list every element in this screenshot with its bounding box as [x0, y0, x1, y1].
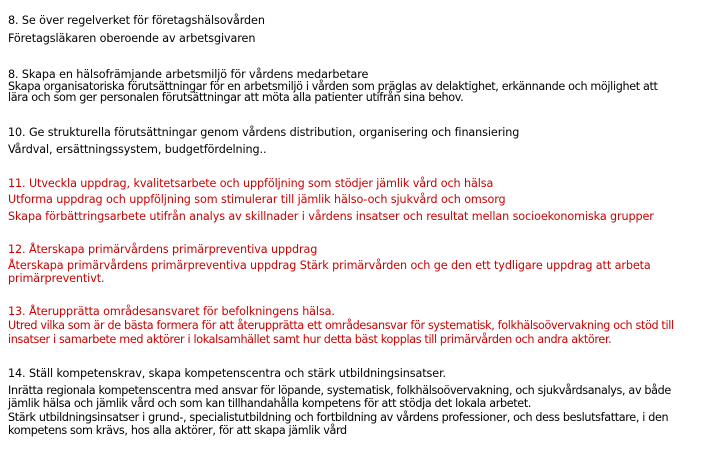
section-heading: 11. Utveckla uppdrag, kvalitetsarbete och uppföljning som stödjer jämlik vård och hälsa: [8, 177, 494, 190]
section-body-line: primärpreventivt.: [8, 272, 105, 285]
section-body-line: insatser i samarbete med aktörer i lokalsamhället samt hur detta bäst kopplas till primärvården och andra aktörer.: [8, 333, 612, 346]
section-heading: 8. Se över regelverket för företagshälsovården: [8, 14, 265, 27]
section-heading: 10. Ge strukturella förutsättningar genom vårdens distribution, organisering och finansiering: [8, 126, 520, 139]
section-body-line: Företagsläkaren oberoende av arbetsgivaren: [8, 32, 256, 45]
section-body-line: Inrätta regionala kompetenscentra med ansvar för löpande, systematisk, folkhälsoövervakning, och sjukvårdsanalys, av både: [8, 384, 671, 397]
section-body-line: Skapa organisatoriska förutsättningar för en arbetsmiljö i vården som präglas av delaktighet, erkännande och möjlighet att: [8, 80, 658, 93]
section-body-line: Skapa förbättringsarbete utifrån analys av skillnader i vårdens insatser och resultat mellan socioekonomiska grupper: [8, 210, 654, 223]
section-heading: 14. Ställ kompetenskrav, skapa kompetenscentra och stärk utbildningsinsatser.: [8, 367, 446, 380]
section-body-line: Återskapa primärvårdens primärpreventiva uppdrag Stärk primärvården och ge den ett tydligare uppdrag att arbeta: [8, 259, 651, 272]
section-body-line: Vårdval, ersättningssystem, budgetfördelning..: [8, 143, 267, 156]
section-body-line: Stärk utbildningsinsatser i grund-, specialistutbildning och fortbildning av vårdens professioner, och dess beslutsfattare, i den: [8, 411, 669, 424]
section-body-line: kompetens som krävs, hos alla aktörer, för att skapa jämlik vård: [8, 424, 347, 437]
section-body-line: lära och som ger personalen förutsättningar att möta alla patienter utifrån sina behov.: [8, 91, 464, 104]
section-body-line: jämlik hälsa och jämlik vård och som kan tillhandahålla kompetens för att stödja det lokala arbetet.: [8, 397, 532, 410]
section-body-line: Utred vilka som är de bästa formera för att återupprätta ett områdesansvar för systematisk, folkhälsoövervakning och stöd till: [8, 319, 674, 332]
section-heading: 13. Återupprätta områdesansvaret för befolkningens hälsa.: [8, 305, 335, 318]
section-body-line: Utforma uppdrag och uppföljning som stimulerar till jämlik hälso-och sjukvård och omsorg: [8, 193, 506, 206]
section-heading: 12. Återskapa primärvårdens primärpreventiva uppdrag: [8, 243, 318, 256]
section-heading: 8. Skapa en hälsofrämjande arbetsmiljö för vårdens medarbetare: [8, 68, 369, 81]
